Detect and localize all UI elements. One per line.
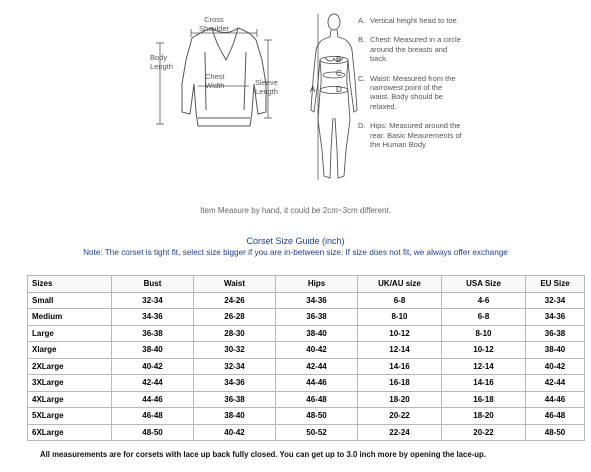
- size-name-cell: 6XLarge: [28, 424, 112, 441]
- size-value-cell: 12-14: [442, 358, 526, 375]
- size-value-cell: 38-40: [194, 408, 276, 425]
- table-row: [28, 358, 585, 375]
- size-value-cell: 22-24: [358, 424, 442, 441]
- header-uk-au: UK/AU size: [358, 276, 442, 293]
- size-value-cell: 34-36: [276, 292, 358, 309]
- size-name-cell: 5XLarge: [28, 408, 112, 425]
- size-value-cell: 46-48: [526, 408, 585, 425]
- size-value-cell: 16-18: [358, 375, 442, 392]
- size-guide-subtitle: Note: The corset is tight fit, select size bigger if you are in-between size. If size does not fit, we always offer exchange: [83, 248, 508, 257]
- legend-item: D. Hips: Measured around the rear. Basic Meaurements of the Human Body: [358, 121, 462, 150]
- size-value-cell: 32-34: [112, 292, 194, 309]
- body-letter-c: C: [336, 69, 342, 78]
- body-letter-a: A: [310, 85, 316, 94]
- table-row: [28, 342, 585, 359]
- size-value-cell: 46-48: [276, 391, 358, 408]
- size-value-cell: 32-34: [526, 292, 585, 309]
- size-value-cell: 48-50: [112, 424, 194, 441]
- size-name-cell: Medium: [28, 309, 112, 326]
- size-value-cell: 24-26: [194, 292, 276, 309]
- size-value-cell: 44-46: [112, 391, 194, 408]
- table-row: [28, 325, 585, 342]
- header-usa: USA Size: [442, 276, 526, 293]
- size-value-cell: 16-18: [442, 391, 526, 408]
- table-row: [28, 292, 585, 309]
- size-value-cell: 36-38: [276, 309, 358, 326]
- size-value-cell: 20-22: [358, 408, 442, 425]
- header-bust: Bust: [112, 276, 194, 293]
- size-name-cell: Large: [28, 325, 112, 342]
- size-value-cell: 18-20: [358, 391, 442, 408]
- size-value-cell: 42-44: [112, 375, 194, 392]
- size-value-cell: 10-12: [358, 325, 442, 342]
- size-value-cell: 14-16: [442, 375, 526, 392]
- table-row: [28, 408, 585, 425]
- size-value-cell: 34-36: [112, 309, 194, 326]
- size-value-cell: 44-46: [526, 391, 585, 408]
- chest-width-label: Chest Width: [205, 72, 225, 90]
- body-letter-d: D: [336, 85, 342, 94]
- size-value-cell: 26-28: [194, 309, 276, 326]
- size-value-cell: 8-10: [442, 325, 526, 342]
- size-value-cell: 12-14: [358, 342, 442, 359]
- size-value-cell: 44-46: [276, 375, 358, 392]
- size-table: [27, 275, 585, 441]
- size-value-cell: 28-30: [194, 325, 276, 342]
- size-value-cell: 36-38: [112, 325, 194, 342]
- size-value-cell: 34-36: [526, 309, 585, 326]
- garment-sketch: [0, 0, 300, 200]
- size-name-cell: 3XLarge: [28, 375, 112, 392]
- size-name-cell: Small: [28, 292, 112, 309]
- size-value-cell: 10-12: [442, 342, 526, 359]
- size-name-cell: 4XLarge: [28, 391, 112, 408]
- measurement-diagram: [0, 0, 591, 225]
- legend-item: C. Waist: Measured from the narrowest point of the waist. Body should be relaxed.: [358, 73, 456, 111]
- size-value-cell: 6-8: [442, 309, 526, 326]
- size-guide-title: Corset Size Guide (inch): [246, 236, 345, 246]
- table-row: [28, 309, 585, 326]
- size-value-cell: 36-38: [194, 391, 276, 408]
- size-value-cell: 36-38: [526, 325, 585, 342]
- body-length-label: Body Length: [150, 53, 173, 71]
- size-value-cell: 14-16: [358, 358, 442, 375]
- size-value-cell: 50-52: [276, 424, 358, 441]
- size-name-cell: 2XLarge: [28, 358, 112, 375]
- header-sizes: Sizes: [28, 276, 112, 293]
- legend-item: A. Vertical height head to toe.: [358, 16, 459, 25]
- header-waist: Waist: [194, 276, 276, 293]
- size-value-cell: 20-22: [442, 424, 526, 441]
- size-value-cell: 30-32: [194, 342, 276, 359]
- legend-item: B. Chest: Measured in a circle around the breasts and back.: [358, 35, 461, 64]
- size-value-cell: 18-20: [442, 408, 526, 425]
- size-value-cell: 40-42: [112, 358, 194, 375]
- size-value-cell: 48-50: [526, 424, 585, 441]
- table-row: [28, 375, 585, 392]
- header-hips: Hips: [276, 276, 358, 293]
- measurement-legend: [358, 16, 463, 159]
- table-row: [28, 424, 585, 441]
- size-value-cell: 42-44: [276, 358, 358, 375]
- header-eu: EU Size: [526, 276, 585, 293]
- size-value-cell: 38-40: [526, 342, 585, 359]
- table-row: [28, 391, 585, 408]
- size-value-cell: 8-10: [358, 309, 442, 326]
- table-header-row: [28, 276, 585, 293]
- sleeve-length-label: Sleeve Length: [255, 78, 278, 96]
- size-name-cell: Xlarge: [28, 342, 112, 359]
- cross-shoulder-label: Cross Shoulder: [199, 15, 230, 33]
- size-value-cell: 6-8: [358, 292, 442, 309]
- size-value-cell: 38-40: [276, 325, 358, 342]
- size-value-cell: 40-42: [194, 424, 276, 441]
- size-value-cell: 4-6: [442, 292, 526, 309]
- size-value-cell: 48-50: [276, 408, 358, 425]
- size-value-cell: 40-42: [526, 358, 585, 375]
- size-value-cell: 46-48: [112, 408, 194, 425]
- size-value-cell: 38-40: [112, 342, 194, 359]
- size-value-cell: 32-34: [194, 358, 276, 375]
- size-value-cell: 42-44: [526, 375, 585, 392]
- footer-note: All measurements are for corsets with lace up back fully closed. You can get up to 3.0 inch more by opening the lace-up.: [40, 450, 486, 459]
- measure-note: Item Measure by hand, it could be 2cm~3cm different.: [200, 206, 391, 215]
- body-letter-b: B: [336, 55, 342, 64]
- size-value-cell: 34-36: [194, 375, 276, 392]
- size-value-cell: 40-42: [276, 342, 358, 359]
